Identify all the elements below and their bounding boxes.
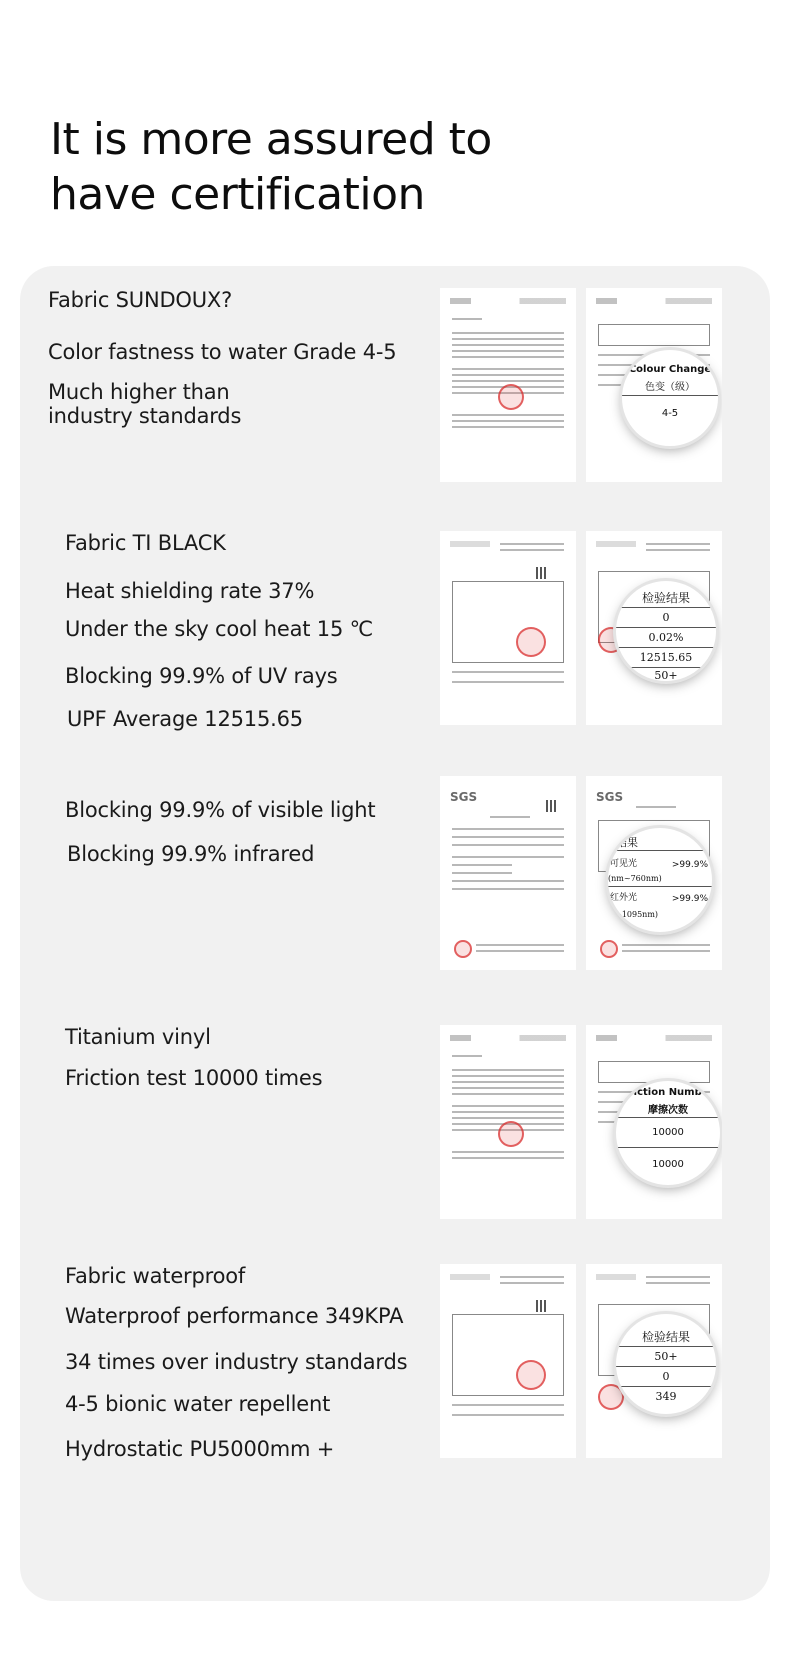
red-seal-icon (498, 384, 524, 410)
magnifier-label: Friction Number (622, 1087, 714, 1098)
certificate-page-zoomed (586, 1025, 722, 1219)
magnifier-value: 50+ (654, 669, 678, 681)
certificate-page-zoomed (586, 1264, 722, 1458)
sgs-logo: SGS (450, 790, 478, 804)
section-line: Blocking 99.9% of UV rays (65, 664, 338, 688)
section-line: Hydrostatic PU5000mm + (65, 1437, 335, 1461)
certificate-page-zoomed (586, 288, 722, 482)
magnifier-callout (616, 1081, 720, 1185)
section-line: Color fastness to water Grade 4-5 (48, 340, 397, 364)
page-title-line-2: have certification (50, 169, 425, 220)
magnifier-label: (nm~760nm) (608, 874, 662, 883)
magnifier-value: 0 (662, 1370, 670, 1383)
section-heading: Fabric TI BLACK (65, 531, 226, 555)
magnifier-callout (616, 1314, 716, 1414)
magnifier-value: 10000 (652, 1159, 684, 1170)
red-seal-icon (454, 940, 472, 958)
certificate-images (440, 288, 730, 482)
section-line: industry standards (48, 404, 242, 428)
magnifier-value: 349 (655, 1390, 677, 1403)
red-seal-icon (498, 1121, 524, 1147)
magnifier-callout (622, 350, 718, 446)
certificate-page (440, 1264, 576, 1458)
magnifier-callout (616, 581, 716, 681)
magnifier-label: (~1095nm) (612, 910, 659, 919)
magnifier-value: >99.9% (671, 894, 708, 904)
magnifier-value: 4-5 (661, 408, 679, 419)
magnifier-callout (608, 828, 712, 932)
magnifier-value: 0.02% (648, 631, 684, 644)
section-line: UPF Average 12515.65 (67, 707, 303, 731)
magnifier-label: Colour Change (628, 364, 712, 375)
section-line: Much higher than (48, 380, 230, 404)
certificate-page (440, 288, 576, 482)
certificate-page-zoomed (586, 531, 722, 725)
magnifier-value: 50+ (654, 1350, 678, 1363)
magnifier-label: 色变（级） (645, 382, 695, 393)
certification-panel (20, 266, 770, 1601)
magnifier-label: 摩擦次数 (648, 1105, 688, 1116)
magnifier-value: 10000 (652, 1127, 684, 1138)
section-heading: Fabric waterproof (65, 1264, 246, 1288)
page-title (50, 112, 492, 222)
magnifier-value: 12515.65 (639, 651, 693, 664)
magnifier-value: 0 (662, 611, 670, 624)
certificate-page (440, 531, 576, 725)
page-title-line-1: It is more assured to (50, 114, 492, 165)
certificate-images (440, 1025, 730, 1219)
section-line: Waterproof performance 349KPA (65, 1304, 404, 1328)
red-seal-icon (516, 627, 546, 657)
section-heading: Titanium vinyl (65, 1025, 211, 1049)
section-line: Blocking 99.9% infrared (67, 842, 315, 866)
qr-code-icon (536, 567, 548, 579)
section-line: 34 times over industry standards (65, 1350, 408, 1374)
magnifier-label: 结果 (616, 836, 638, 849)
magnifier-label: 检验结果 (641, 591, 690, 605)
magnifier-label: 检验结果 (641, 1330, 690, 1344)
section-line: 4-5 bionic water repellent (65, 1392, 331, 1416)
magnifier-label: 红外光 (610, 893, 638, 903)
certificate-page (440, 776, 576, 970)
magnifier-label: 可见光 (610, 859, 638, 869)
red-seal-icon (516, 1360, 546, 1390)
section-heading: Fabric SUNDOUX? (48, 288, 233, 312)
certificate-images (440, 531, 730, 725)
qr-code-icon (536, 1300, 548, 1312)
magnifier-value: >99.9% (671, 860, 708, 870)
section-line: Blocking 99.9% of visible light (65, 798, 376, 822)
red-seal-icon (600, 940, 618, 958)
certificate-page (440, 1025, 576, 1219)
certificate-images (440, 776, 730, 970)
section-line: Under the sky cool heat 15 ℃ (65, 617, 373, 641)
section-line: Heat shielding rate 37% (65, 579, 315, 603)
section-line: Friction test 10000 times (65, 1066, 323, 1090)
certificate-page-zoomed (586, 776, 722, 970)
certificate-images (440, 1264, 730, 1458)
sgs-logo: SGS (596, 790, 624, 804)
qr-code-icon (546, 800, 558, 812)
